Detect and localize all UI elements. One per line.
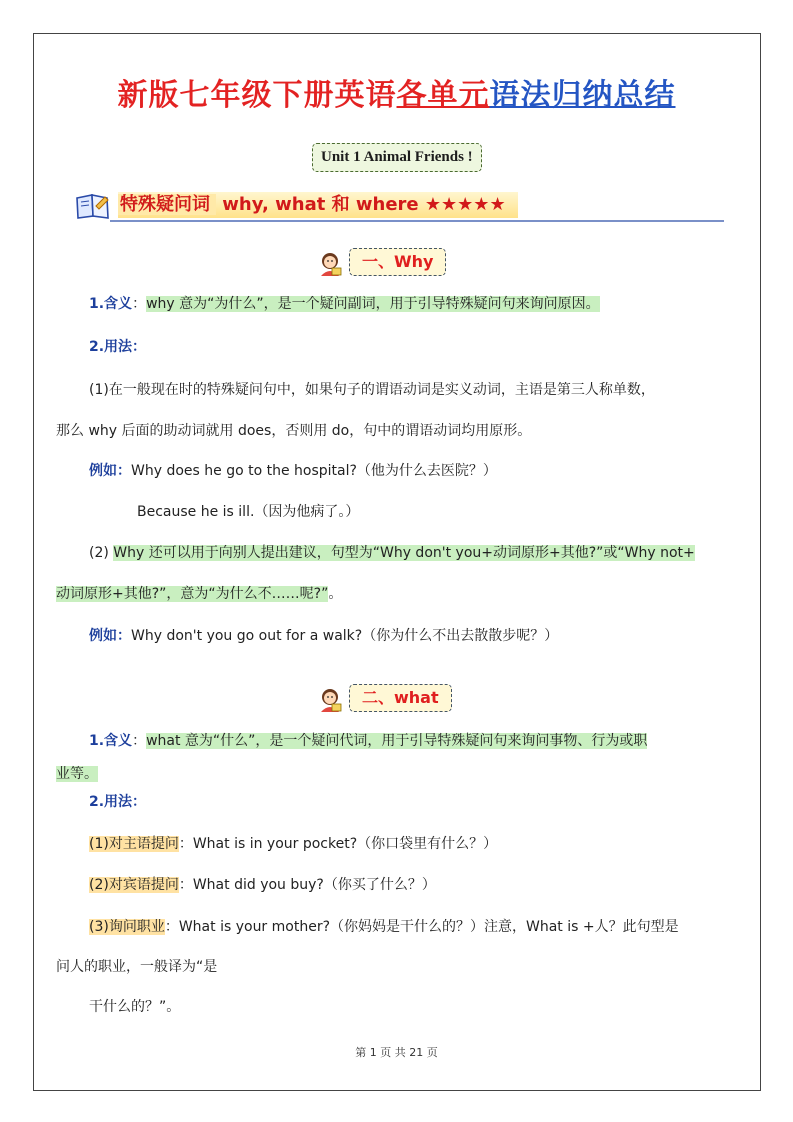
why-example-2: [89, 626, 558, 646]
why-usage-2-line-2: [56, 584, 342, 604]
what-usage-3-text: What is your mother?（你妈妈是干什么的？）注意，What is +人？此句型是: [178, 919, 679, 935]
what-usage-3-line-3: 干什么的？”。: [89, 999, 181, 1015]
why-usage-1-line-2: 那么 why 后面的助动词就用 does，否则用 do，句中的谓语动词均用原形。: [56, 423, 532, 439]
what-usage-3-line-2: 问人的职业，一般译为“是: [56, 959, 218, 975]
why-usage-2-text-2: 动词原形+其他?”，意为“为什么不……呢?”: [56, 586, 329, 602]
topic-heading: [118, 192, 518, 218]
why-example-1: [89, 461, 497, 481]
topic-banner: [74, 190, 724, 222]
why-usage-2-text-1: Why 还可以用于向别人提出建议，句型为“Why don't you+动词原形+其他?”或“Why not+: [113, 545, 695, 561]
what-definition-text-2: 业等。: [56, 766, 98, 782]
why-usage-heading: [89, 337, 146, 357]
topic-rest: why, what 和 where ★★★★★: [222, 194, 506, 215]
girl-icon: [317, 686, 343, 712]
document-title: [0, 70, 793, 114]
unit-label: Unit 1 Animal Friends !: [312, 143, 482, 172]
what-definition-line-2: [56, 764, 98, 784]
why-usage-2-line-1: [89, 543, 695, 563]
what-usage-1-text: What is in your pocket?（你口袋里有什么？）: [192, 836, 498, 852]
girl-icon: [317, 250, 343, 276]
why-definition-label: 1.含义: [89, 296, 133, 312]
title-part-1: 新版七年级下册英语: [117, 78, 397, 113]
what-usage-1-label: (1)对主语提问: [89, 836, 179, 852]
why-usage-2-prefix: (2): [89, 545, 114, 561]
why-usage-2-end: 。: [328, 586, 343, 602]
page-footer: 第 1 页 共 21 页: [355, 1046, 438, 1059]
what-usage-2-text: What did you buy?（你买了什么？）: [192, 877, 436, 893]
what-definition: 1.含义：what 意为“什么”，是一个疑问代词，用于引导特殊疑问句来询问事物、行为或职: [89, 733, 648, 749]
what-usage-heading: [89, 792, 146, 812]
what-usage-1: (1)对主语提问：What is in your pocket?（你口袋里有什么？）: [89, 836, 498, 852]
what-definition-text-1: what 意为“什么”，是一个疑问代词，用于引导特殊疑问句来询问事物、行为或职: [146, 733, 648, 749]
why-usage-1-line-1: (1)在一般现在时的特殊疑问句中，如果句子的谓语动词是实义动词，主语是第三人称单数，: [89, 382, 655, 398]
why-usage-text: 2.用法：: [89, 339, 147, 355]
example-label: 例如：: [89, 628, 131, 644]
why-example-1-answer: Because he is ill.（因为他病了。）: [137, 504, 360, 520]
why-example-1-text: Why does he go to the hospital?（他为什么去医院？）: [131, 463, 497, 479]
book-icon: [74, 192, 112, 220]
example-label: 例如：: [89, 463, 131, 479]
what-usage-3-label: (3)询问职业: [89, 919, 165, 935]
title-part-2: 各单元: [396, 78, 490, 113]
what-definition-label: 1.含义: [89, 733, 133, 749]
topic-underline: [110, 220, 724, 222]
what-usage-2-label: (2)对宾语提问: [89, 877, 179, 893]
why-definition-text: why 意为“为什么”，是一个疑问副词，用于引导特殊疑问句来询问原因。: [146, 296, 600, 312]
what-usage-3: (3)询问职业：What is your mother?（你妈妈是干什么的？）注意，What is +人？此句型是: [89, 919, 679, 935]
why-example-2-text: Why don't you go out for a walk?（你为什么不出去散散步呢？）: [131, 628, 559, 644]
why-definition: 1.含义：why 意为“为什么”，是一个疑问副词，用于引导特殊疑问句来询问原因。: [89, 296, 600, 312]
title-part-3: 语法归纳总结: [489, 78, 676, 113]
what-usage-2: (2)对宾语提问：What did you buy?（你买了什么？）: [89, 877, 436, 893]
what-usage-text: 2.用法：: [89, 794, 147, 810]
section-why-label: 一、Why: [349, 248, 446, 276]
section-what-label: 二、what: [349, 684, 452, 712]
topic-lead: 特殊疑问词: [118, 194, 216, 215]
